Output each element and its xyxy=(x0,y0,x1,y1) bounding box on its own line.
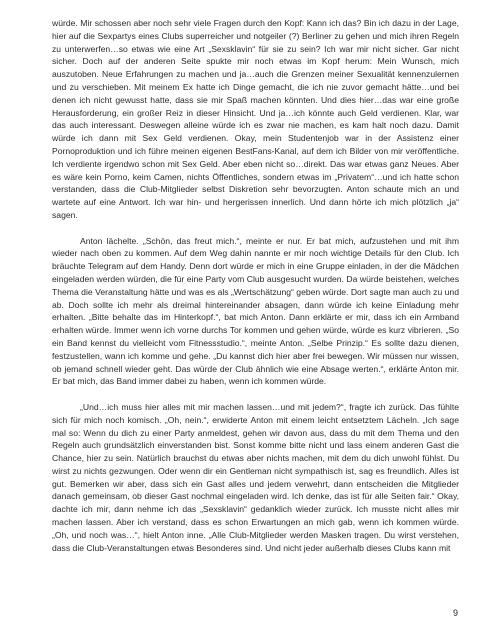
paragraph-1: würde. Mir schossen aber noch sehr viele Fragen durch den Kopf: Kann ich das? Bin ich dazu in der Lage, hier auf die Sexpartys eines Clubs superreicher und notgeiler (?) Berliner zu gehen und mich ihren Regeln zu unterwerfen…so etwas wie eine Art „Sexsklavin“ für sie zu sein? Ich war mir nicht sicher. Gar nicht sicher. Doch auf der anderen Seite spukte mir noch etwas im Kopf herum: Mein Wunsch, mich auszutoben. Neue Erfahrungen zu machen und ja…auch die Grenzen meiner Sexualität kennenzulernen und zu verschieben. Mit meinem Ex hatte ich Dinge gemacht, die ich nie zuvor gemacht hätte…und bei denen ich nicht gewusst hatte, dass sie mir Spaß machen könnten. Und dies hier…das war eine große Herausforderung, ein großer Reiz in dieser Hinsicht. Und ja…ich könnte auch Geld verdienen. Klar, war das auch interessant. Deswegen alleine würde ich es zwar nie machen, es kam halt noch dazu. Damit würde ich dann mit Sex Geld verdienen. Okay, mein Studentenjob war in der Assistenz einer Pornoproduktion und ich führe meinen eigenen BestFans-Kanal, auf dem ich Bilder von mir veröffentliche. Ich verdiente irgendwo schon mit Sex Geld. Aber eben nicht so…direkt. Das war etwas ganz Neues. Aber es wäre kein Porno, keim Camen, nichts Öffentliches, sondern etwas im „Privatem“…und ich hatte schon verstanden, dass die Club-Mitglieder selbst Diskretion sehr bevorzugten. Anton schaute mich an und wartete auf eine Antwort. Ich war hin- und hergerissen innerlich. Und dann hörte ich mich plötzlich „ja“ sagen. xyxy=(52,18,459,220)
paragraph-gap xyxy=(52,222,459,235)
paragraph-3: „Und…ich muss hier alles mit mir machen lassen…und mit jedem?“, fragte ich zurück. Das fühlte sich für mich noch komisch. „Oh, nein.“, erwiderte Anton mit einem leicht entsetztem Lächeln. „Ich sage mal so: Wenn du dich zu einer Party anmeldest, gehen wir davon aus, dass du mit dem Thema und den Regeln auch grundsätzlich einverstanden bist. Sonst komme bitte nicht und lass einem anderen Gast die Chance, hier zu sein. Natürlich brauchst du etwas aber nichts machen, mit dem du dich unwohl fühlst. Du wirst zu nichts gezwungen. Oder wenn dir ein Gentleman nicht sympathisch ist, sag es freundlich. Alles ist gut. Bemerken wir aber, dass sich ein Gast alles und jedem verwehrt, dann entscheiden die Mitglieder danach gemeinsam, ob dieser Gast nochmal eingeladen wird. Ich denke, das ist für alle Seiten fair.“ Okay, dachte ich mir, dann nehme ich das „Sexsklavin“ gedanklich wieder zurück. Ich musste nicht alles mir machen lassen. Aber ich verstand, dass es schon Erwartungen an mich gab, wenn ich kommen würde. „Oh, und noch was…“, hielt Anton inne. „Alle Club-Mitglieder werden Masken tragen. Du wirst verstehen, dass die Club-Veranstaltungen etwas Besonderes sind. Und nicht jeder außerhalb dieses Clubs kann mit xyxy=(52,401,459,553)
paragraph-2: Anton lächelte. „Schön, das freut mich.“, meinte er nur. Er bat mich, aufzustehen und mit ihm wieder nach oben zu kommen. Auf dem Weg dahin nannte er mir noch wichtige Details für den Club. Ich bräuchte Telegram auf dem Handy. Denn dort würde er mich in eine Gruppe einladen, in der die Mädchen eingeladen werden würden, die für eine Party vom Club ausgesucht wurden. Da würde beistehen, welches Thema die Veranstaltung hätte und was es als „Wertschätzung“ geben würde. Dort sagte man auch zu und ab. Doch sollte ich mehr als dreimal hintereinander absagen, dann würde ich keine Einladung mehr erhalten. „Bitte behalte das im Hinterkopf.“, bat mich Anton. Dann erklärte er mir, dass ich ein Armband erhalten würde. Immer wenn ich vorne durchs Tor kommen und gehen würde, würde es kurz vibrieren. „So ein Band kennst du vielleicht vom Fitnessstudio.“, meinte Anton. „Selbe Prinzip.“ Es sollte dazu dienen, festzustellen, wann ich komme und gehe. „Du kannst dich hier aber frei bewegen. Wir müssen nur wissen, ob jemand schnell wieder geht. Das würde der Club ähnlich wie eine Absage werten.“, erklärte Anton mir. Er bat mich, das Band immer dabei zu haben, wenn ich kommen würde. xyxy=(52,235,459,387)
page-number: 9 xyxy=(452,608,458,618)
body-text xyxy=(52,17,459,554)
paragraph-gap xyxy=(52,388,459,401)
